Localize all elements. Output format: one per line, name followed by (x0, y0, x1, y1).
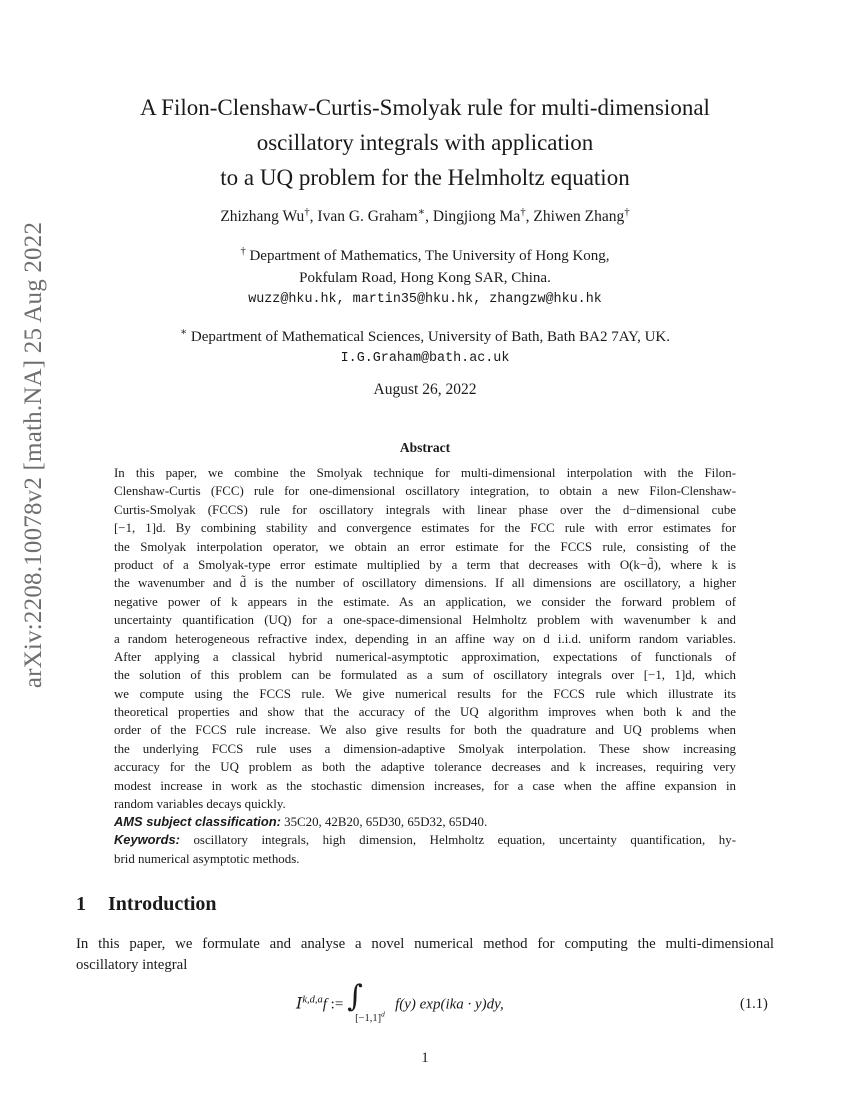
abstract-heading: Abstract (399, 440, 451, 455)
paper-title (100, 90, 750, 195)
author: Zhizhang Wu (220, 208, 305, 225)
page-number: 1 (421, 1050, 429, 1066)
integral-sign: ∫ (347, 979, 363, 1014)
keywords-value: oscillatory integrals, high dimension, Helmholtz equation, uncertainty quantification, hy- (179, 833, 736, 848)
integral-domain (355, 1009, 385, 1024)
intro-paragraph (76, 934, 774, 975)
domain-text: [−1,1] (355, 1013, 382, 1024)
affiliation-email: I.G.Graham@bath.ac.uk (340, 351, 510, 366)
abstract-line: a random heterogeneous refractive index, depending in an affine way on d i.i.d. uniform random variables. (114, 631, 736, 646)
author: Ivan G. Graham (317, 208, 418, 225)
affiliation-line: Department of Mathematics, The University of Hong Kong, (245, 248, 610, 264)
abstract-line: random variables decays quickly. (114, 797, 286, 812)
section-number: 1 (76, 893, 86, 915)
domain-sup: d (381, 1009, 385, 1019)
abstract-line: accuracy for the UQ problem as both the adaptive tolerance decreases and k increases, requiring very (114, 760, 736, 775)
paper-date: August 26, 2022 (373, 381, 477, 398)
abstract-line: we compute using the FCCS rule. We give numerical results for the FCCS rule which illustrate its (114, 686, 736, 701)
title-line: oscillatory integrals with application (256, 130, 594, 155)
abstract-line: the solution of this problem can be formulated as a sum of oscillatory integrals over [−1, 1]d, which (114, 668, 736, 683)
author-sep: , (525, 208, 534, 225)
title-line: A Filon-Clenshaw-Curtis-Smolyak rule for multi-dimensional (140, 95, 710, 120)
affiliation-line: Department of Mathematical Sciences, University of Bath, Bath BA2 7AY, UK. (187, 329, 670, 345)
ams-label: AMS subject classification: (114, 814, 281, 829)
eq-operator: I (296, 993, 303, 1013)
affiliation-mark: † (240, 246, 246, 257)
abstract-line: the wavenumber and d̃ is the number of oscillatory dimensions. If all dimensions are oscillatory, a higher (114, 576, 736, 591)
abstract-line: the underlying FCCS rule uses a dimension-adaptive Smolyak interpolation. These show increasing (114, 741, 736, 756)
author-mark: † (304, 205, 310, 218)
eq-function: f (322, 996, 327, 1013)
abstract-line: negative power of k appears in the estimate. As an application, we consider the forward problem of (114, 594, 736, 609)
affiliation-bath (100, 326, 750, 370)
abstract-line: theoretical properties and show that the accuracy of the UQ algorithm improves when both k and the (114, 705, 736, 720)
section-title: Introduction (108, 893, 217, 915)
abstract-line: uncertainty quantification (UQ) for a one-space-dimensional Helmholtz problem with wavenumber k and (114, 613, 736, 628)
keywords-value-cont: brid numerical asymptotic methods. (114, 851, 300, 866)
affiliation-hku (100, 245, 750, 311)
abstract-line: modest increase in work as the stochastic dimension increases, for a case when the affine expansion in (114, 778, 736, 793)
arxiv-side-stamp (4, 220, 64, 690)
abstract-line: the Smolyak interpolation operator, we obtain an error estimate for the FCCS rule, consisting of the (114, 539, 736, 554)
arxiv-id: arXiv:2208.10078v2 [math.NA] 25 Aug 2022 (20, 221, 47, 689)
eq-integrand: f(y) exp(ika · y)dy, (395, 996, 504, 1013)
equation-number: (1.1) (740, 996, 768, 1012)
eq-assign: := (326, 996, 348, 1013)
affiliation-mark: ∗ (180, 327, 188, 338)
paper-metadata (114, 813, 736, 868)
affiliation-line: Pokfulam Road, Hong Kong SAR, China. (299, 270, 551, 286)
eq-superscript: k,d,a (302, 994, 323, 1006)
section-heading (76, 893, 217, 916)
author-sep: , (309, 208, 318, 225)
abstract-line: Clenshaw-Curtis (FCC) rule for one-dimensional oscillatory integration, to obtain a new Filon-Clenshaw- (114, 484, 736, 499)
author-mark: † (520, 205, 526, 218)
abstract-line: order of the FCCS rule increase. We also give results for both the quadrature and UQ problems when (114, 723, 736, 738)
abstract-line: After applying a classical hybrid numerical-asymptotic approximation, expectations of functionals of (114, 649, 736, 664)
author-sep: , (425, 208, 433, 225)
affiliation-emails: wuzz@hku.hk, martin35@hku.hk, zhangzw@hku.hk (248, 292, 602, 307)
abstract-line: [−1, 1]d. By combining stability and convergence estimates for the FCC rule with error estimates for (114, 521, 736, 536)
abstract-line: Curtis-Smolyak (FCCS) rule for oscillatory integrals with linear phase over the d−dimensional cube (114, 502, 736, 517)
ams-value: 35C20, 42B20, 65D30, 65D32, 65D40. (280, 815, 488, 829)
author-list (100, 205, 750, 226)
keywords-label: Keywords: (114, 832, 180, 848)
body-line: oscillatory integral (76, 956, 188, 973)
body-line: In this paper, we formulate and analyse a novel numerical method for computing the multi-dimensional (76, 936, 774, 952)
abstract-body (114, 464, 736, 813)
abstract-line: In this paper, we combine the Smolyak technique for multi-dimensional interpolation with the Filon- (114, 466, 736, 480)
abstract-line: product of a Smolyak-type error estimate multiplied by a term that decreases with O(k−d̃), where k is (114, 557, 736, 572)
title-line: to a UQ problem for the Helmholtz equation (220, 165, 630, 190)
author: Dingjiong Ma (432, 208, 521, 225)
equation-1-1 (296, 979, 504, 1025)
author: Zhiwen Zhang (533, 208, 625, 225)
author-mark: † (624, 205, 630, 218)
author-mark: ∗ (417, 205, 426, 218)
